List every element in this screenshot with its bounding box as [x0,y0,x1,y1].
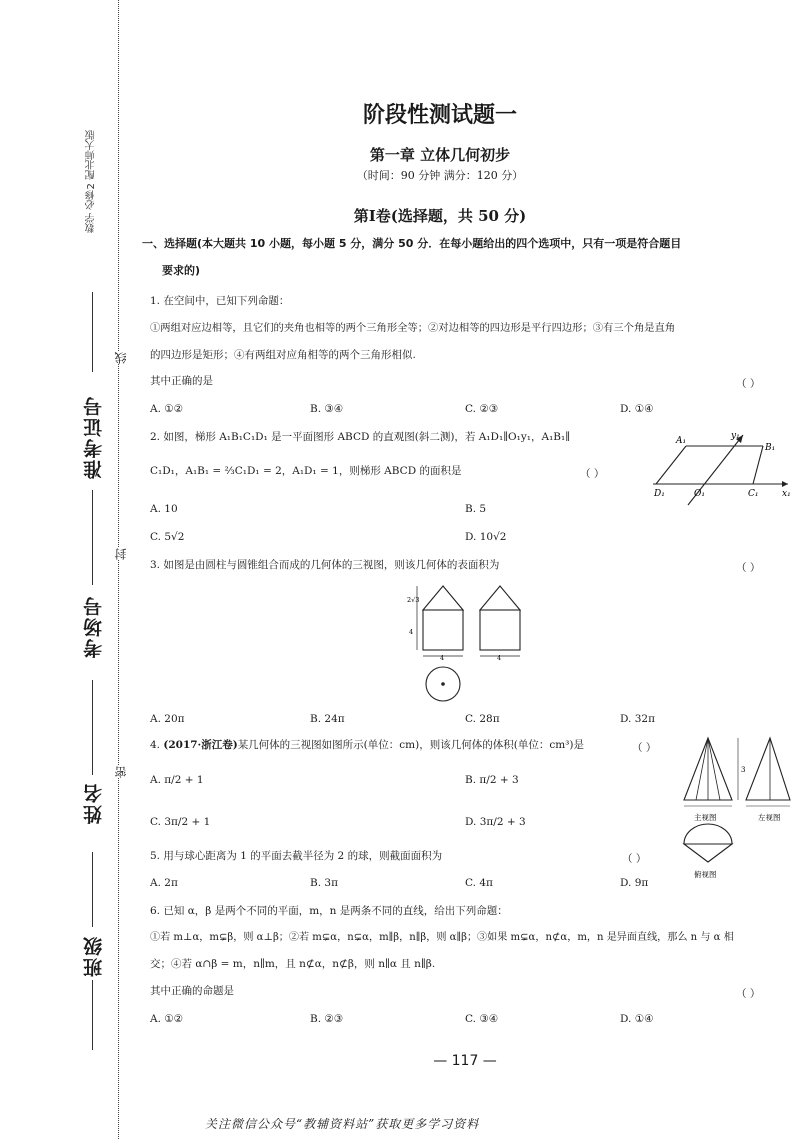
q1-answer-paren: （ ） [736,378,761,390]
q4-answer-paren: （ ） [632,742,657,754]
binding-rule [92,980,93,1050]
q4-stem: 4. (2017·浙江卷)某几何体的三视图如图所示(单位：cm)，则该几何体的体积(单位：cm³)是 [150,739,584,751]
q3-three-view-figure [405,582,525,704]
label-exam-id: 准考证号 [83,395,105,479]
q1-body-cont: 的四边形是矩形；④有两组对应角相等的两个三角形相似. [150,349,416,361]
seal-char-line: 线 [114,352,128,364]
binding-rule [92,852,93,927]
fig-label: 4 [497,654,502,662]
fig-label: 4 [440,654,445,662]
q2-option-c: C. 5√2 [150,531,185,543]
fig-label: 4 [409,628,414,636]
q6-stem: 6. 已知 α，β 是两个不同的平面，m，n 是两条不同的直线，给出下列命题： [150,905,508,917]
q4-source: (2017·浙江卷) [163,739,238,751]
q1-ask: 其中正确的是 [150,375,213,387]
label-name: 姓名 [83,782,105,824]
q3-option-a: A. 20π [150,713,185,725]
fig-label: 主视图 [694,813,717,822]
q6-ask: 其中正确的命题是 [150,985,234,997]
seal-char-secret: 密 [114,766,128,778]
time-info: （时间：90 分钟 满分：120 分） [356,169,524,182]
binding-rule [92,680,93,775]
fig-label: C₁ [748,489,759,499]
q4-option-a: A. π/2 + 1 [150,774,204,786]
q5-answer-paren: （ ） [622,853,647,865]
book-info: 数学 必修2 配北师大版 [86,130,97,233]
q1-option-c: C. ②③ [465,403,499,415]
fig-label: 左视图 [758,813,781,822]
fig-label: 3 [741,766,746,774]
page-number: — 117 — [433,1053,497,1069]
q3-option-b: B. 24π [310,713,345,725]
section-instruction: 一、选择题(本大题共 10 小题，每小题 5 分，满分 50 分．在每小题给出的四个选项中，只有一项是符合题目 [142,237,682,250]
page-title: 阶段性测试题一 [362,102,517,128]
q1-stem: 1. 在空间中，已知下列命题： [150,295,290,307]
q3-option-c: C. 28π [465,713,500,725]
q1-body: ①两组对应边相等，且它们的夹角也相等的两个三角形全等；②对边相等的四边形是平行四边形；③有三个角是直角 [150,322,676,334]
fig-label: y₁ [731,431,740,441]
chapter-title: 第一章 立体几何初步 [369,146,511,164]
q3-option-d: D. 32π [620,713,655,725]
footer-note: 关注微信公众号“教辅资料站”获取更多学习资料 [205,1117,480,1131]
q6-body: ①若 m⊥α，m⊊β，则 α⊥β；②若 m⊊α，n⊊α，m∥β，n∥β，则 α∥β；③如果 m⊊α，n⊄α，m，n 是异面直线，那么 n 与 α 相 [150,932,734,943]
binding-rule [92,490,93,585]
q5-option-c: C. 4π [465,877,493,889]
q6-option-c: C. ③④ [465,1013,499,1025]
fig-label: 俯视图 [694,870,717,879]
q5-option-a: A. 2π [150,877,178,889]
q2-stem: 2. 如图，梯形 A₁B₁C₁D₁ 是一平面图形 ABCD 的直观图(斜二测)，若 A₁D₁∥O₁y₁，A₁B₁∥ [150,431,571,443]
q6-answer-paren: （ ） [736,988,761,1000]
q5-option-b: B. 3π [310,877,338,889]
q2-option-b: B. 5 [465,503,487,515]
fig-label: B₁ [765,443,776,453]
q2-answer-paren: （ ） [580,468,605,480]
part-title: 第Ⅰ卷(选择题，共 50 分) [353,207,527,225]
fig-label: x₁ [782,489,791,499]
q4-three-view-figure [672,732,792,882]
q4-option-d: D. 3π/2 + 3 [465,816,526,828]
q2-trapezoid-figure [648,430,798,502]
q2-option-a: A. 10 [150,503,178,515]
fig-label: D₁ [654,489,665,499]
q6-body-cont: 交；④若 α∩β = m，n∥m，且 n⊄α，n⊄β，则 n∥α 且 n∥β. [150,958,436,970]
fig-label: A₁ [676,436,687,446]
q3-answer-paren: （ ） [736,562,761,574]
q1-option-a: A. ①② [150,403,184,415]
label-exam-room: 考场号 [83,595,105,658]
seal-char-seal: 封 [114,548,128,560]
binding-rule [92,292,93,372]
q4-stem-text: 某几何体的三视图如图所示(单位：cm)，则该几何体的体积(单位：cm³)是 [237,739,584,751]
q6-option-b: B. ②③ [310,1013,344,1025]
q5-stem: 5. 用与球心距离为 1 的平面去截半径为 2 的球，则截面面积为 [150,850,443,862]
q4-option-b: B. π/2 + 3 [465,774,519,786]
q5-option-d: D. 9π [620,877,649,889]
q6-option-a: A. ①② [150,1013,184,1025]
q6-option-d: D. ①④ [620,1013,654,1025]
label-class: 班级 [83,935,105,977]
q4-option-c: C. 3π/2 + 1 [150,816,211,828]
q2-option-d: D. 10√2 [465,531,507,543]
q2-stem-cont: C₁D₁，A₁B₁ = ⅔C₁D₁ = 2，A₁D₁ = 1，则梯形 ABCD 的面积是 [150,465,462,477]
fig-label: O₁ [694,489,705,499]
q1-option-d: D. ①④ [620,403,654,415]
q3-stem: 3. 如图是由圆柱与圆锥组合而成的几何体的三视图，则该几何体的表面积为 [150,559,500,571]
q1-option-b: B. ③④ [310,403,344,415]
section-instruction-cont: 要求的) [162,264,201,277]
fig-label: 2√3 [407,596,420,604]
